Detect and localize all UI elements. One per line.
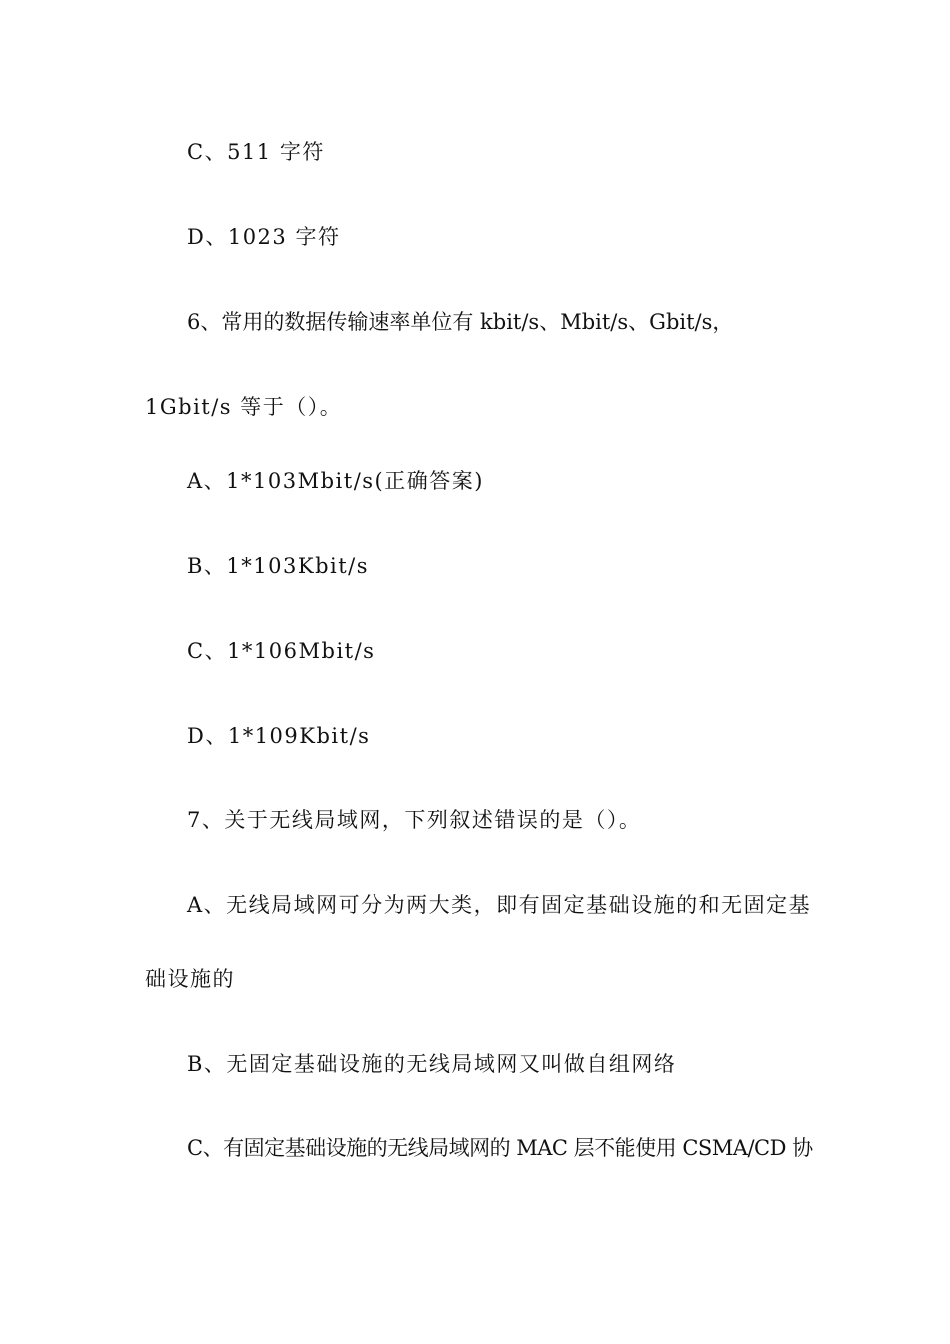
question-6-line-2: 1Gbit/s 等于（）。	[145, 395, 343, 419]
option-b-q6: B、1*103Kbit/s	[187, 554, 370, 578]
option-c-q5: C、511 字符	[187, 140, 325, 164]
question-6-line-1	[187, 308, 804, 336]
option-d-q6: D、1*109Kbit/s	[187, 724, 371, 748]
option-a-q6: A、1*103Mbit/s(正确答案)	[187, 469, 484, 493]
option-c-q7: C、有固定基础设施的无线局域网的 MAC 层不能使用 CSMA/CD 协	[187, 1136, 813, 1160]
option-d-q5: D、1023 字符	[187, 225, 341, 249]
option-b-q7: B、无固定基础设施的无线局域网又叫做自组网络	[187, 1052, 677, 1076]
option-a-q7-line-1: A、无线局域网可分为两大类，即有固定基础设施的和无固定基	[187, 893, 812, 917]
question-7: 7、关于无线局域网，下列叙述错误的是（）。	[187, 808, 642, 832]
option-c-q6: C、1*106Mbit/s	[187, 639, 376, 663]
question-6-text: 6、常用的数据传输速率单位有 kbit/s、Mbit/s、Gbit/s，	[187, 310, 734, 334]
option-a-q7-line-2: 础设施的	[145, 967, 235, 991]
